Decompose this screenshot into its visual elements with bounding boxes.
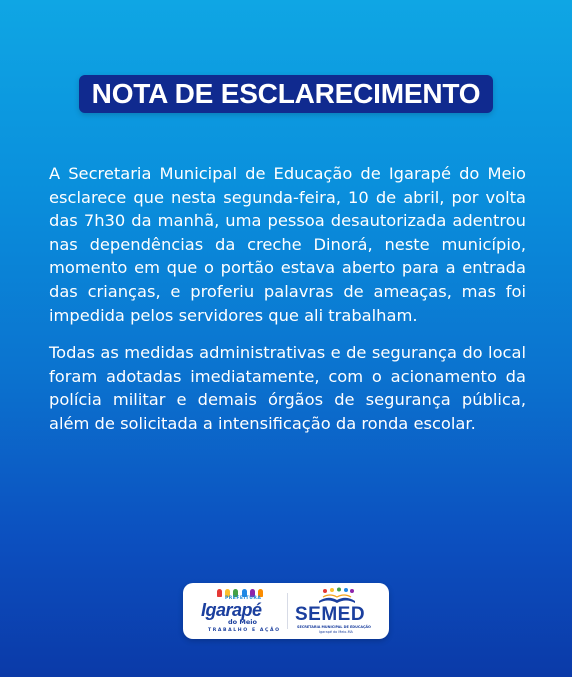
logo-divider [287, 593, 288, 629]
page-title: NOTA DE ESCLARECIMENTO [91, 78, 481, 109]
do-meio-label: do Meio [228, 618, 257, 626]
title-banner [79, 75, 493, 113]
note-body [49, 162, 526, 450]
prefeitura-label: PREFEITURA [225, 596, 262, 601]
paragraph-2: Todas as medidas administrativas e de segurança do local foram adotadas imediatamente, com o acionamento da polícia militar e demais órgãos de segurança pública, além de solicitada a intensificação da ronda escolar. [49, 343, 526, 433]
open-book-people-icon [315, 587, 359, 605]
person-icon [217, 589, 222, 597]
semed-logo [293, 587, 383, 635]
igarape-wordmark: Igarapé [201, 600, 262, 620]
semed-place: Igarapé do Meio-MA [319, 630, 353, 634]
semed-subtitle: SECRETARIA MUNICIPAL DE EDUCAÇÃO [297, 625, 371, 629]
paragraph-1: A Secretaria Municipal de Educação de Igarapé do Meio esclarece que nesta segunda-feira, 10 de abril, por volta das 7h30 da manhã, uma pessoa desautorizada adentrou nas dependências da creche Dinorá, neste município, momento em que o portão estava aberto para a entrada das crianças, e proferiu palavras de ameaças, mas foi impedida pelos servidores que ali trabalham. [49, 164, 526, 325]
footer-logo-card [183, 583, 389, 639]
semed-wordmark: SEMED [295, 604, 366, 625]
igarape-logo [197, 589, 281, 635]
slogan-label: TRABALHO E AÇÃO [208, 628, 281, 633]
